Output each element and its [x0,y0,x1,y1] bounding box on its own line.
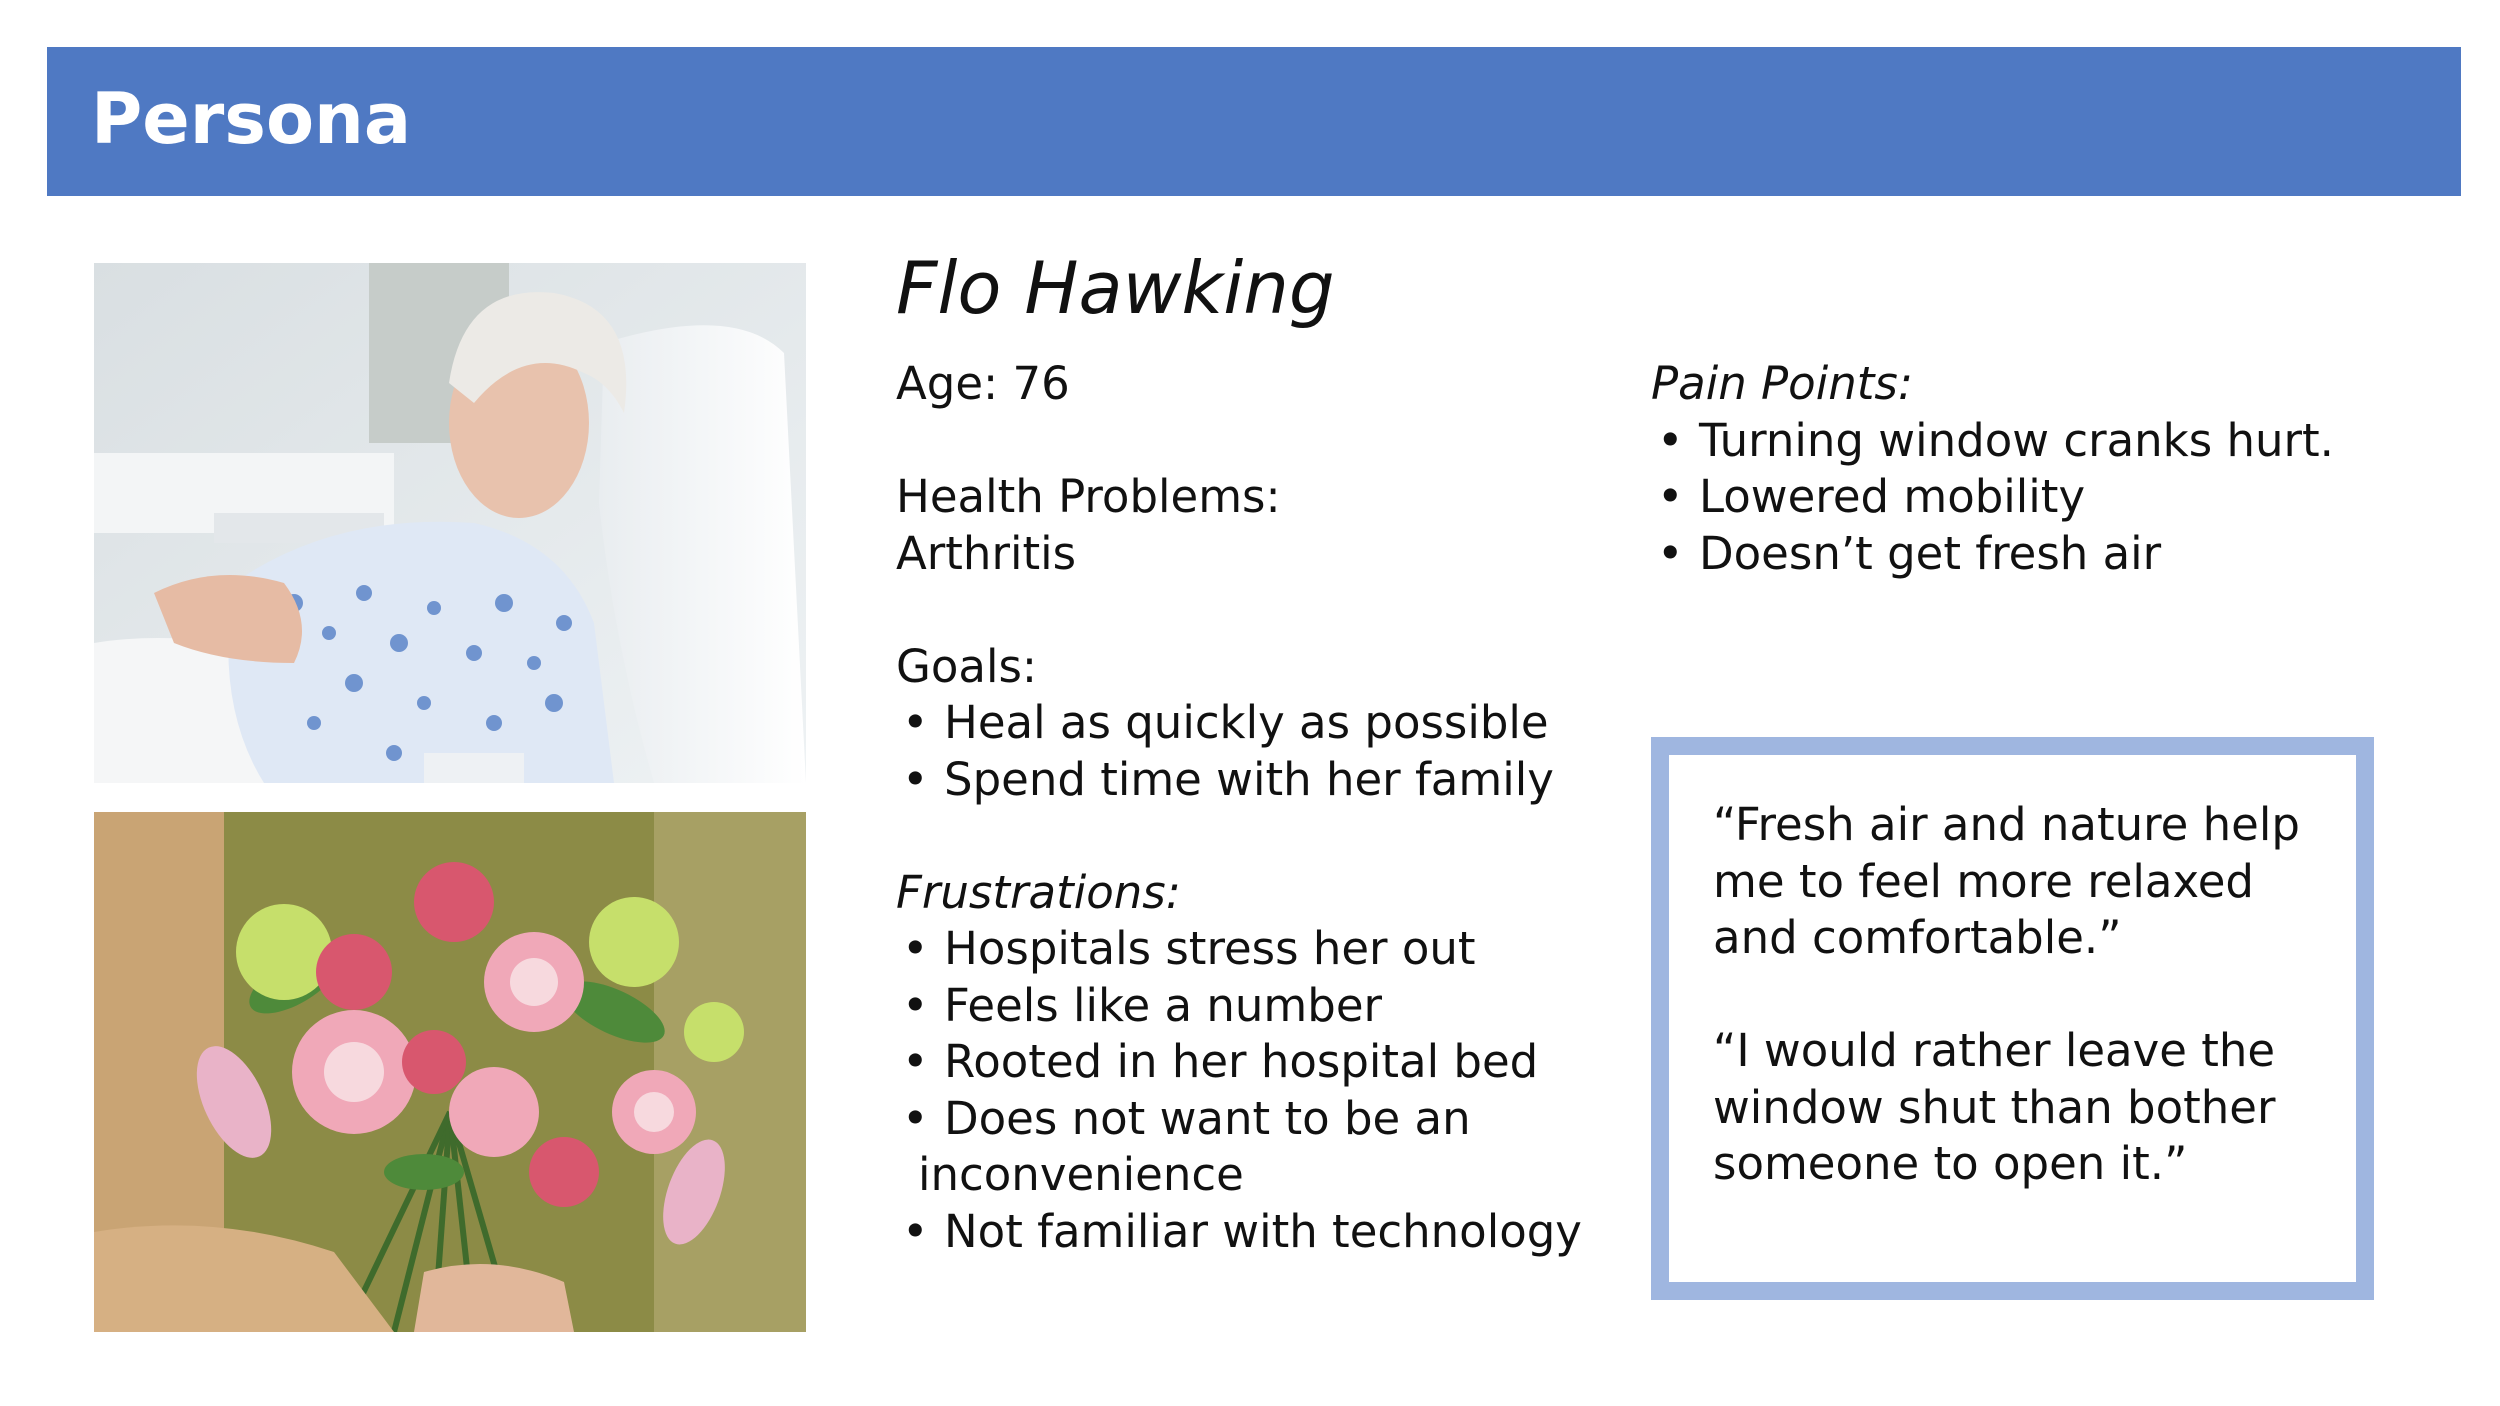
quote-line: “I would rather leave the [1713,1024,2276,1077]
pain-points-heading: Pain Points: [1651,357,1913,410]
patient-photo [94,263,806,783]
goal-item: • Heal as quickly as possible [896,695,1582,752]
quote-line: and comfortable.” [1713,911,2122,964]
frustration-item: • Rooted in her hospital bed [896,1034,1582,1091]
frustration-item: • Hospitals stress her out [896,921,1582,978]
frustration-item: • Feels like a number [896,978,1582,1035]
quote-line: someone to open it.” [1713,1137,2188,1190]
quote-line: me to feel more relaxed [1713,854,2254,908]
persona-name: Flo Hawking [896,246,1335,330]
quotes [1713,797,2300,1193]
health-heading: Health Problems: [896,470,1281,523]
persona-details [896,356,1582,1260]
pain-points [1651,356,2334,582]
flowers-photo [94,812,806,1332]
frustration-item: • Does not want to be an [896,1091,1582,1148]
page-title: Persona [91,78,412,160]
age-line: Age: 76 [896,357,1070,410]
health-value: Arthritis [896,526,1077,580]
goal-item: • Spend time with her family [896,752,1582,809]
patient-photo-graphic [94,263,806,783]
pain-point-item: • Lowered mobility [1651,469,2334,526]
frustrations-heading: Frustrations: [896,865,1181,919]
frustration-item-continued: inconvenience [918,1148,1244,1201]
spacer [1713,967,2300,1024]
pain-point-item: • Doesn’t get fresh air [1651,526,2334,583]
frustration-item: • Not familiar with technology [896,1204,1582,1261]
quote-line: window shut than bother [1713,1080,2276,1134]
pain-point-item: • Turning window cranks hurt. [1651,413,2334,470]
header-bar [47,47,2461,196]
quote-box [1651,737,2374,1300]
quote-line: “Fresh air and nature help [1713,798,2300,851]
spacer [896,808,1582,865]
spacer [896,413,1582,470]
spacer [896,582,1582,639]
flowers-photo-graphic [94,812,806,1332]
goals-heading: Goals: [896,639,1038,693]
